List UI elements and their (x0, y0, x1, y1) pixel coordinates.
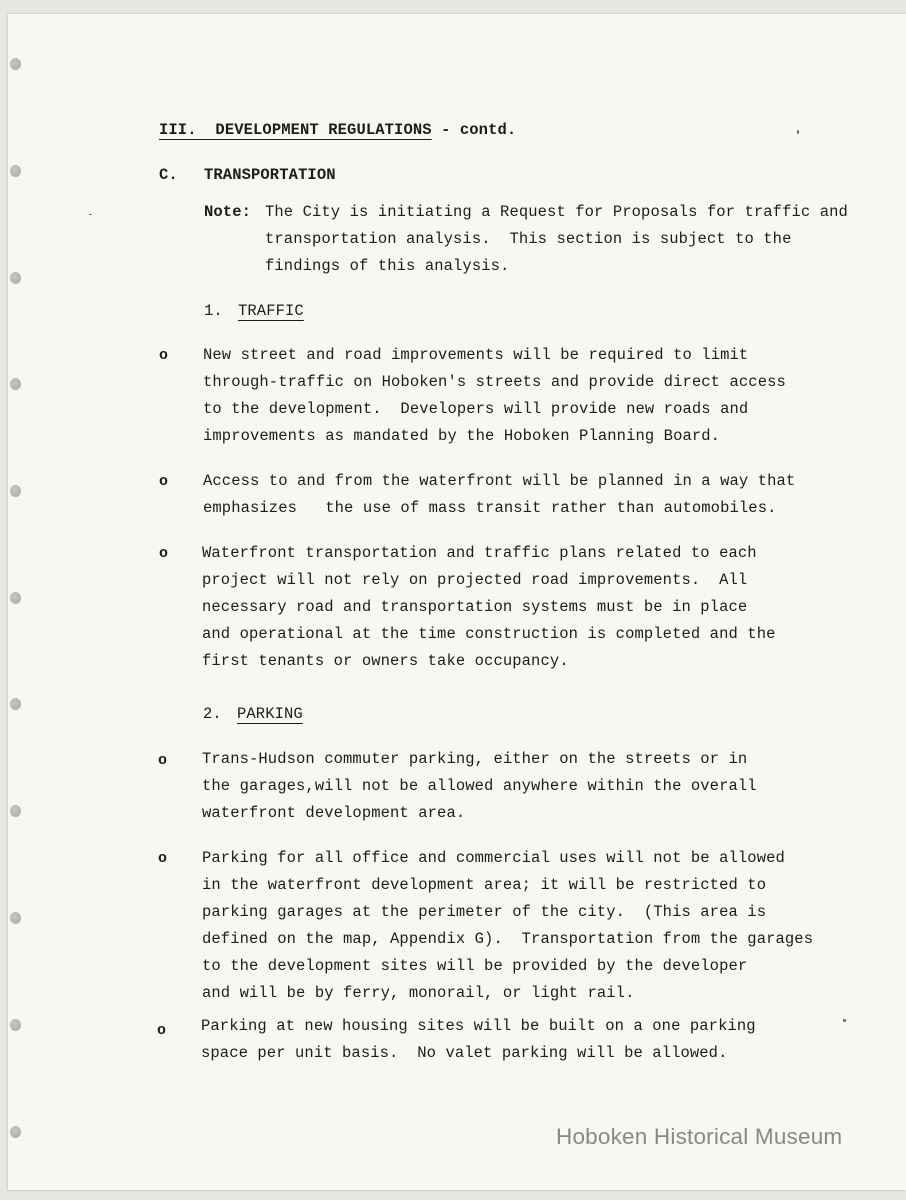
bullet-marker: o (159, 473, 169, 490)
parking-heading: PARKING (237, 705, 303, 723)
parking-item-line: Parking for all office and commercial uses will not be allowed (202, 849, 785, 867)
parking-number: 2. (203, 705, 222, 723)
parking-item-line: to the development sites will be provided by the developer (202, 957, 748, 975)
section-heading (159, 121, 516, 139)
binder-hole (10, 1126, 21, 1138)
bullet-marker: o (159, 347, 169, 364)
traffic-item-line: Access to and from the waterfront will be planned in a way that (203, 472, 796, 490)
traffic-item-line: project will not rely on projected road improvements. All (202, 571, 748, 589)
parking-item-line: Trans-Hudson commuter parking, either on the streets or in (202, 750, 748, 768)
traffic-item-line: emphasizes the use of mass transit rather than automobiles. (203, 499, 777, 517)
parking-item-line: space per unit basis. No valet parking will be allowed. (201, 1044, 728, 1062)
parking-item-line: waterfront development area. (202, 804, 466, 822)
section-number: III. (159, 121, 197, 139)
traffic-item-line: and operational at the time construction is completed and the (202, 625, 776, 643)
traffic-item-line: Waterfront transportation and traffic plans related to each (202, 544, 757, 562)
paper-speck (89, 214, 92, 215)
parking-item-line: and will be by ferry, monorail, or light rail. (202, 984, 635, 1002)
note-line: transportation analysis. This section is subject to the (265, 230, 792, 248)
traffic-number: 1. (204, 302, 223, 320)
binder-hole (10, 912, 21, 924)
note-line: findings of this analysis. (265, 257, 510, 275)
binder-hole (10, 485, 21, 497)
binder-hole (10, 58, 21, 70)
parking-item-line: Parking at new housing sites will be built on a one parking (201, 1017, 756, 1035)
traffic-item-line: improvements as mandated by the Hoboken Planning Board. (203, 427, 721, 445)
bullet-marker: o (158, 752, 168, 769)
bullet-marker: o (157, 1022, 167, 1039)
traffic-item-line: New street and road improvements will be required to limit (203, 346, 749, 364)
section-suffix: - contd. (441, 121, 517, 139)
parking-item-line: defined on the map, Appendix G). Transportation from the garages (202, 930, 814, 948)
traffic-heading: TRAFFIC (238, 302, 304, 320)
traffic-item-line: necessary road and transportation systems must be in place (202, 598, 748, 616)
parking-item-line: parking garages at the perimeter of the city. (This area is (202, 903, 767, 921)
museum-watermark: Hoboken Historical Museum (556, 1124, 843, 1149)
binder-hole (10, 165, 21, 177)
binder-hole (10, 592, 21, 604)
bullet-marker: o (158, 850, 168, 867)
parking-item-line: the garages,will not be allowed anywhere within the overall (202, 777, 757, 795)
binder-hole (10, 805, 21, 817)
binder-hole (10, 378, 21, 390)
paper-speck (797, 130, 799, 134)
traffic-item-line: first tenants or owners take occupancy. (202, 652, 569, 670)
binder-hole (10, 272, 21, 284)
traffic-item-line: through-traffic on Hoboken's streets and provide direct access (203, 373, 786, 391)
paper-speck (843, 1019, 846, 1022)
parking-item-line: in the waterfront development area; it will be restricted to (202, 876, 767, 894)
traffic-item-line: to the development. Developers will provide new roads and (203, 400, 749, 418)
subsection-title: TRANSPORTATION (204, 166, 336, 184)
section-title: DEVELOPMENT REGULATIONS (215, 121, 432, 139)
note-line: The City is initiating a Request for Proposals for traffic and (265, 203, 848, 221)
section-heading-label (159, 121, 432, 139)
bullet-marker: o (159, 545, 169, 562)
subsection-letter: C. (159, 166, 178, 184)
note-label: Note: (204, 203, 252, 221)
binder-hole (10, 698, 21, 710)
binder-hole (10, 1019, 21, 1031)
